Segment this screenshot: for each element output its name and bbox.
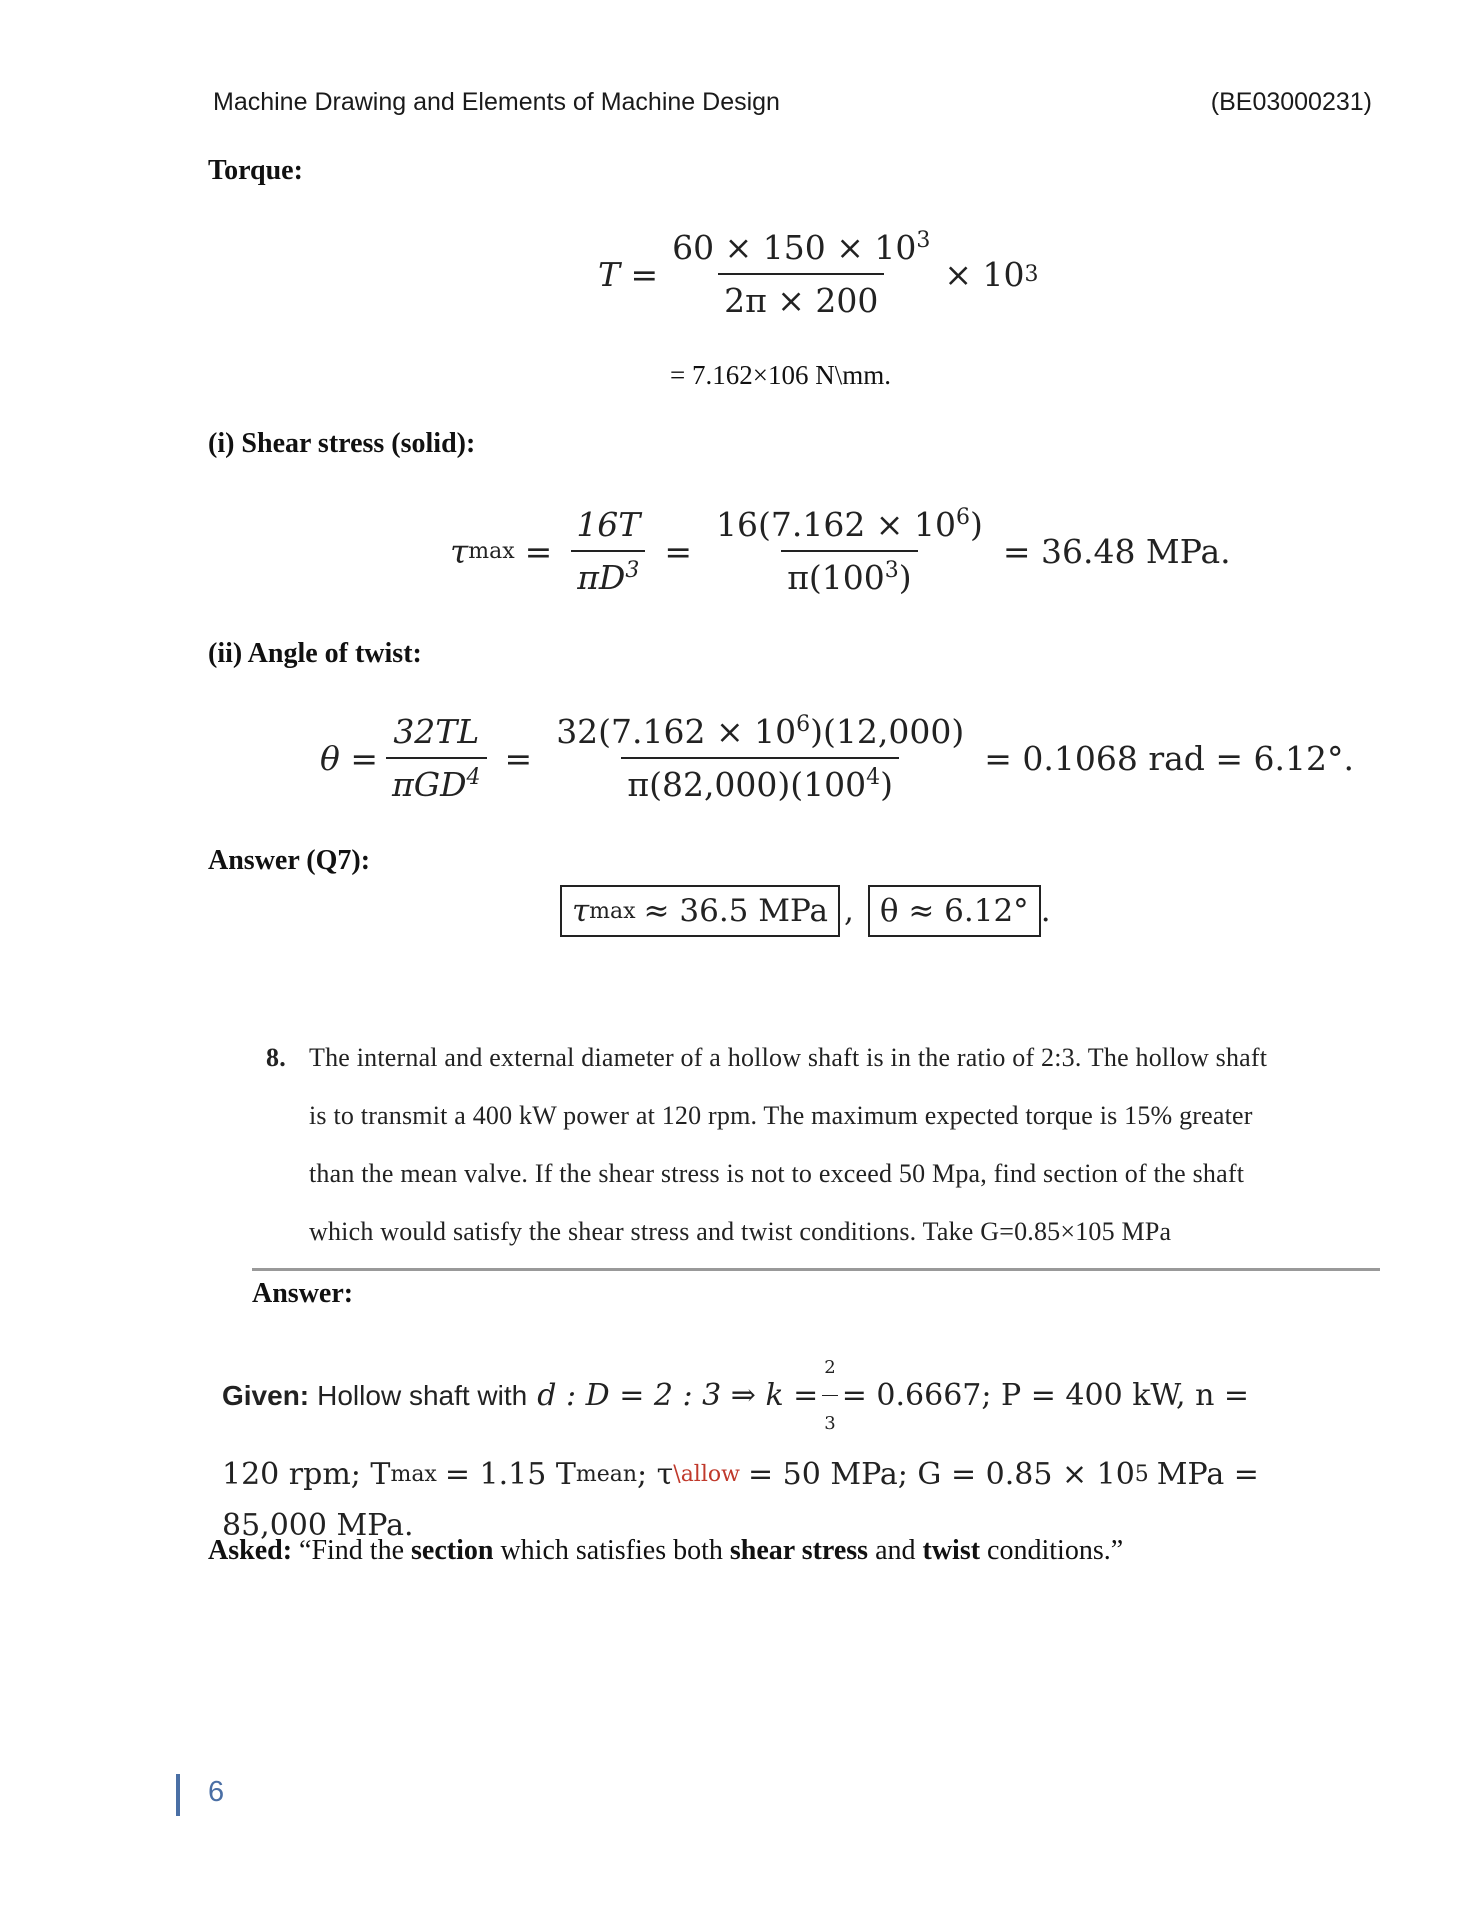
question-8-number: 8. (266, 1043, 286, 1072)
header-code: (BE03000231) (1210, 88, 1372, 116)
given-frac-num: 2 (824, 1357, 836, 1378)
given-frac-den: 3 (822, 1395, 837, 1449)
shear-f1-den: πD (577, 558, 626, 597)
asked-bold-section: section (411, 1535, 494, 1566)
torque-heading: Torque: (208, 155, 303, 186)
torque-formula (598, 228, 1039, 320)
answer-heading: Answer: (252, 1278, 354, 1309)
shear-f2-den-close: ) (898, 558, 912, 597)
given-tau: ; τ (637, 1457, 674, 1492)
twist-theta: θ = (320, 738, 379, 778)
shear-f2-den: π(100 (787, 558, 885, 597)
shear-f2-den-exp: 3 (884, 558, 899, 583)
answer-tau-value: ≈ 36.5 MPa (643, 893, 828, 929)
header-title: Machine Drawing and Elements of Machine Design (213, 88, 780, 116)
shear-formula (450, 505, 1231, 597)
torque-lhs: T = (598, 254, 659, 294)
torque-fraction (666, 228, 936, 320)
answer-tau-sub: max (589, 898, 636, 924)
answer-theta-value: θ ≈ 6.12° (879, 893, 1029, 929)
twist-formula (320, 712, 1354, 804)
torque-result: = 7.162×106 N\mm. (670, 360, 891, 390)
page-number-bar (176, 1774, 180, 1816)
answer-tau: τ (572, 893, 590, 929)
shear-fraction-2 (710, 505, 989, 597)
answer-period: . (1040, 893, 1051, 929)
torque-denominator: 2π × 200 (718, 273, 884, 320)
given-fraction (822, 1342, 837, 1449)
twist-f2-den: π(82,000)(100 (627, 765, 867, 804)
shear-tau: τ (450, 531, 469, 571)
question-8-text (309, 1029, 1369, 1261)
question-8-line-3: than the mean valve. If the shear stress is not to exceed 50 Mpa, find section of the shaft (309, 1159, 1245, 1188)
twist-result: = 0.1068 rad = 6.12°. (984, 738, 1355, 778)
torque-numerator: 60 × 150 × 10 (672, 228, 917, 267)
given-stress-g: = 50 MPa; G = 0.85 × 10 (747, 1457, 1135, 1492)
question-8-line-2: is to transmit a 400 kW power at 120 rpm. The maximum expected torque is 15% greater (309, 1101, 1253, 1130)
twist-f1-den-exp: 4 (466, 765, 481, 790)
twist-f2-num: 32(7.162 × 10 (556, 712, 797, 751)
given-line-3: 85,000 MPa. (222, 1508, 414, 1543)
answer-box-theta (868, 885, 1041, 937)
given-ratio: d : D = 2 : 3 ⇒ k = (537, 1378, 819, 1413)
shear-f1-den-exp: 3 (625, 558, 640, 583)
shear-eq1: = (524, 531, 553, 571)
given-mpa: MPa = (1156, 1457, 1259, 1492)
twist-f2-num-exp: 6 (796, 712, 811, 737)
given-line-1 (222, 1342, 1372, 1449)
asked-text-2: which satisfies both (500, 1535, 723, 1566)
shear-fraction-1 (570, 505, 646, 597)
answer-comma: , (843, 893, 854, 929)
given-tmax-sub: max (390, 1462, 437, 1487)
asked-label: Asked: (208, 1535, 293, 1566)
given-line-2 (222, 1449, 1372, 1500)
asked-bold-shear: shear stress (729, 1535, 869, 1566)
given-tmean-sub: mean (575, 1462, 638, 1487)
asked-text-1: “Find the (299, 1535, 405, 1566)
given-intro: Hollow shaft with (317, 1380, 528, 1411)
shear-f2-num: 16(7.162 × 10 (715, 505, 956, 544)
twist-f1-den: πGD (392, 765, 467, 804)
shear-f2-num-exp: 6 (955, 505, 970, 530)
shear-eq2: = (664, 531, 692, 571)
given-line-1-rest: = 0.6667; P = 400 kW, n = (841, 1378, 1250, 1413)
page-number: 6 (208, 1776, 225, 1808)
asked-text-4: conditions.” (987, 1535, 1124, 1566)
shear-heading: (i) Shear stress (solid): (208, 428, 476, 459)
given-block (222, 1342, 1372, 1551)
question-8-line-4: which would satisfy the shear stress and twist conditions. Take G=0.85×105 MPa (309, 1217, 1172, 1246)
section-divider (252, 1268, 1380, 1271)
twist-heading: (ii) Angle of twist: (208, 638, 422, 669)
torque-times-exp: 3 (1024, 261, 1039, 287)
given-tau-sub: \allow (673, 1462, 740, 1487)
shear-result: = 36.48 MPa. (1002, 531, 1231, 571)
answer-q7-boxes (560, 885, 1051, 937)
shear-f2-num-close: ) (969, 505, 983, 544)
shear-tau-sub: max (468, 538, 515, 564)
twist-fraction-2 (550, 712, 970, 804)
shear-f1-num: 16T (576, 505, 641, 544)
given-label: Given: (222, 1380, 310, 1411)
question-8-line-1: The internal and external diameter of a hollow shaft is in the ratio of 2:3. The hollow shaft (309, 1043, 1268, 1072)
twist-f2-den-exp: 4 (866, 765, 881, 790)
answer-q7-heading: Answer (Q7): (208, 845, 371, 876)
answer-box-tau (560, 885, 840, 937)
twist-fraction-1 (386, 712, 487, 804)
asked-bold-twist: twist (922, 1535, 981, 1566)
asked-text-3: and (875, 1535, 916, 1566)
twist-f2-den-close: ) (880, 765, 894, 804)
given-g-exp: 5 (1134, 1462, 1149, 1487)
twist-f2-num-rest: )(12,000) (810, 712, 965, 751)
twist-f1-num: 32TL (393, 712, 480, 751)
given-tmean: = 1.15 T (444, 1457, 576, 1492)
asked-line (208, 1535, 1123, 1567)
twist-eq: = (504, 738, 533, 778)
torque-times: × 10 (944, 254, 1025, 294)
given-rpm-tmax: 120 rpm; T (222, 1457, 391, 1492)
torque-num-exp: 3 (916, 228, 931, 253)
